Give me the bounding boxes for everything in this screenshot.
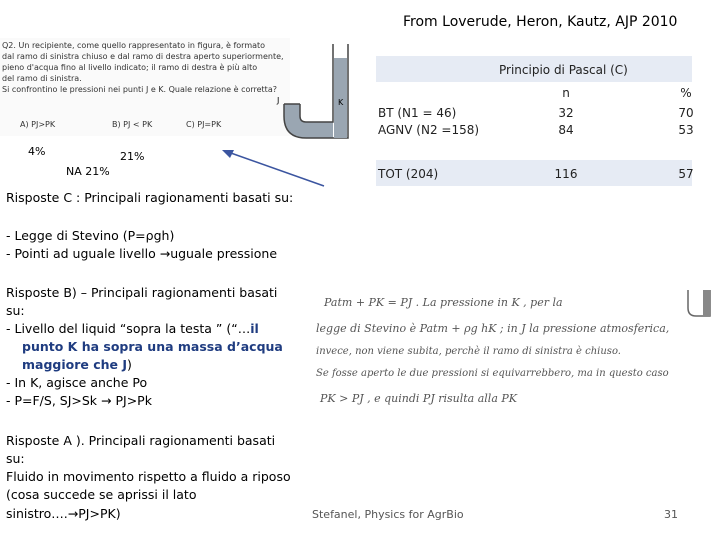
question-line: Si confrontino le pressioni nei punti J e K. Quale relazione è corretta? bbox=[2, 85, 277, 94]
answers-b-item-cont: maggiore che J) bbox=[22, 357, 132, 372]
question-figure bbox=[0, 38, 290, 136]
handwritten-answer bbox=[316, 288, 716, 418]
table-row-percent: 70 bbox=[678, 106, 694, 120]
arrow-right-icon: → bbox=[101, 393, 112, 408]
column-header-percent: % bbox=[680, 86, 692, 100]
answers-a-line: Fluido in movimento rispetto a fluido a riposo bbox=[6, 469, 291, 484]
answers-a-line: (cosa succede se aprissi il lato bbox=[6, 487, 197, 502]
handwritten-u-sketch bbox=[686, 288, 712, 318]
answers-b-item-cont: punto K ha sopra una massa d’acqua bbox=[22, 339, 283, 354]
answers-a-line: sinistro….→PJ>PK) bbox=[6, 506, 121, 521]
table-row-label: AGNV (N2 =158) bbox=[378, 123, 480, 137]
percent-a: 4% bbox=[28, 145, 46, 158]
table-total-n: 116 bbox=[554, 167, 578, 181]
handwriting-line: Se fosse aperto le due pressioni si equivarrebbero, ma in questo caso bbox=[316, 368, 669, 379]
percent-b: 21% bbox=[120, 150, 145, 163]
question-line: del ramo di sinistra. bbox=[2, 74, 82, 83]
column-header-n: n bbox=[562, 86, 570, 100]
table-row-n: 32 bbox=[558, 106, 574, 120]
u-tube-figure bbox=[276, 38, 376, 148]
page-number: 31 bbox=[664, 508, 678, 521]
option-c: C) PJ=PK bbox=[186, 120, 222, 129]
handwriting-line: legge di Stevino è Patm + ρg hK ; in J la pressione atmosferica, bbox=[316, 322, 670, 335]
question-line: Q2. Un recipiente, come quello rappresentato in figura, è formato bbox=[2, 41, 266, 50]
handwriting-line: invece, non viene subita, perchè il ramo di sinistra è chiuso. bbox=[316, 346, 621, 357]
arrow-right-icon: → bbox=[67, 506, 79, 521]
table-row-percent: 53 bbox=[678, 123, 694, 137]
answers-b-heading: Risposte B) – Principali ragionamenti basati bbox=[6, 285, 278, 300]
reference-title: From Loverude, Heron, Kautz, AJP 2010 bbox=[403, 14, 678, 30]
table-row-label: BT (N1 = 46) bbox=[378, 106, 457, 120]
table-title: Principio di Pascal (C) bbox=[499, 63, 628, 77]
point-j-label: J bbox=[277, 96, 280, 105]
answers-c-item: - Legge di Stevino (P=ρgh) bbox=[6, 228, 175, 243]
handwriting-line: PK > PJ , e quindi PJ risulta alla PK bbox=[320, 392, 517, 405]
table-row-n: 84 bbox=[558, 123, 574, 137]
footer-author: Stefanel, Physics for AgrBio bbox=[312, 508, 464, 521]
question-line: dal ramo di sinistra chiuso e dal ramo di destra aperto superiormente, bbox=[2, 52, 284, 61]
answers-b-item: - P=F/S, SJ>Sk → PJ>Pk bbox=[6, 393, 152, 408]
percent-na: NA 21% bbox=[66, 165, 110, 178]
option-b: B) PJ < PK bbox=[112, 120, 153, 129]
answers-b-heading-cont: su: bbox=[6, 303, 25, 318]
answers-c-item: - Pointi ad uguale livello →uguale pressione bbox=[6, 246, 278, 261]
option-a: A) PJ>PK bbox=[20, 120, 56, 129]
answers-a-heading: Risposte A ). Principali ragionamenti basati bbox=[6, 433, 276, 448]
answers-a-heading-cont: su: bbox=[6, 451, 25, 466]
table-total-percent: 57 bbox=[678, 167, 694, 181]
table-total-label: TOT (204) bbox=[378, 167, 439, 181]
pointer-arrow bbox=[216, 146, 326, 190]
point-k-label: K bbox=[338, 98, 344, 107]
arrow-right-icon: → bbox=[159, 246, 171, 261]
question-line: pieno d'acqua fino al livello indicato; il ramo di destra è più alto bbox=[2, 63, 258, 72]
answers-b-item: - In K, agisce anche Po bbox=[6, 375, 148, 390]
answers-c-heading: Risposte C : Principali ragionamenti basati su: bbox=[6, 190, 294, 205]
handwriting-line: Patm + PK = PJ . La pressione in K , per la bbox=[324, 296, 563, 309]
answers-b-item: - Livello del liquid “sopra la testa ” (“…il bbox=[6, 321, 259, 336]
